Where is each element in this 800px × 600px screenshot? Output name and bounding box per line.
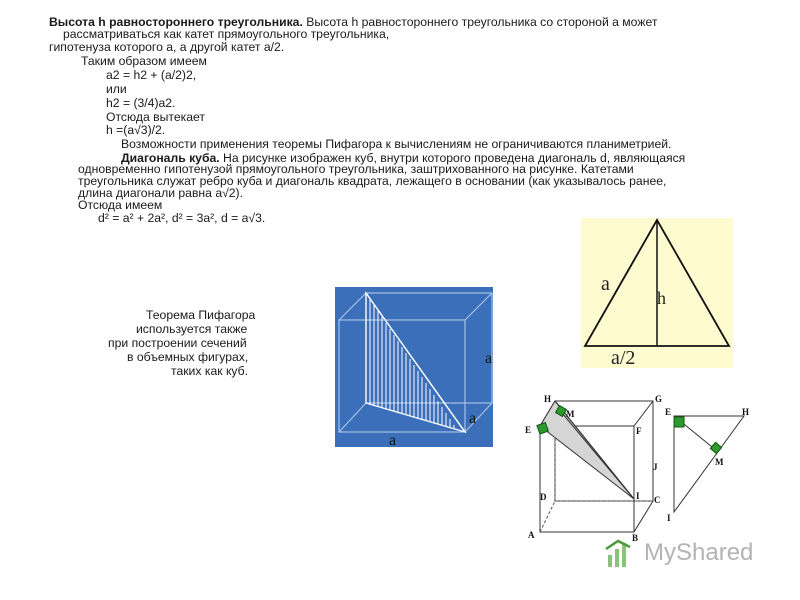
vertex-label-d: D	[540, 492, 547, 502]
formula-line-16: d² = a² + 2a², d² = 3a², d = a√3.	[98, 211, 266, 225]
text-line-2: рассматриваться как катет прямоугольного треугольника,	[63, 27, 390, 41]
text-line-6: или	[106, 82, 127, 96]
vertex-label-h: H	[544, 394, 552, 404]
blue-cube-label-bottom: a	[389, 432, 397, 447]
tri-label-h: H	[742, 407, 750, 417]
cube-section-figure	[522, 391, 667, 543]
equilateral-triangle-figure	[581, 218, 733, 368]
heading-rest: Высота h равностороннего треугольника со стороной a может	[302, 15, 658, 29]
tri-label-i: I	[667, 513, 671, 522]
text-line-12: одновременно гипотенузой прямоугольного треугольника, заштрихованного на рисунке. Катетами	[78, 162, 634, 176]
vertex-label-j: J	[653, 462, 658, 472]
watermark-text: MyShared	[644, 539, 754, 566]
blue-cube-label-mid: a	[469, 410, 477, 427]
text-line-4: Таким образом имеем	[81, 54, 207, 68]
note-line-2: используется также	[136, 322, 248, 336]
vertex-label-f: F	[636, 426, 642, 436]
note-line-1: Теорема Пифагора	[146, 308, 256, 322]
cube-heading-rest: На рисунке изображен куб, внутри которого проведена диагональ d, являющаяся	[219, 151, 686, 165]
side-label: a	[601, 273, 610, 295]
formula-line-7: h2 = (3/4)a2.	[106, 96, 176, 110]
watermark-logo-icon	[604, 537, 636, 569]
section-plane	[540, 401, 634, 499]
note-line-3: при построении сечений	[108, 336, 247, 350]
text-line-8: Отсюда вытекает	[106, 110, 205, 124]
text-line-14: длина диагонали равна a√2).	[78, 186, 244, 200]
text-line-13: треугольника служат ребро куба и диагональ квадрата, лежащего в основании (как указывалось ранее,	[78, 174, 667, 188]
note-line-4: в объемных фигурах,	[127, 350, 249, 364]
tri-label-m: M	[715, 457, 724, 467]
base-label: a/2	[611, 347, 636, 368]
vertex-label-b: B	[632, 533, 639, 543]
watermark	[604, 536, 774, 570]
right-angle-marker-e2	[674, 417, 684, 427]
vertex-label-c: C	[654, 495, 661, 505]
vertex-label-a: A	[528, 530, 535, 540]
cube-heading-bold: Диагональ куба.	[121, 151, 220, 165]
text-line-10: Возможности применения теоремы Пифагора к вычислениям не ограничиваются планиметрией.	[121, 137, 672, 151]
blue-cube-label-right: a	[485, 350, 493, 367]
vertex-label-m: M	[566, 409, 575, 419]
heading-bold: Высота h равностороннего треугольника.	[49, 15, 303, 29]
note-line-5: таких как куб.	[171, 364, 249, 378]
formula-line-5: a2 = h2 + (a/2)2,	[106, 68, 197, 82]
blue-cube-figure	[335, 287, 497, 447]
vertex-label-i: I	[636, 491, 640, 501]
height-label: h	[657, 288, 666, 308]
vertex-label-e: E	[525, 425, 532, 435]
text-line-15: Отсюда имеем	[78, 198, 163, 212]
right-triangle	[674, 416, 744, 512]
text-line-3: гипотенуза которого a, а другой катет a/2.	[49, 40, 285, 54]
formula-line-9: h =(a√3)/2.	[106, 123, 166, 137]
tri-label-e: E	[665, 407, 672, 417]
right-triangle-figure	[662, 404, 762, 522]
vertex-label-g: G	[655, 394, 663, 404]
